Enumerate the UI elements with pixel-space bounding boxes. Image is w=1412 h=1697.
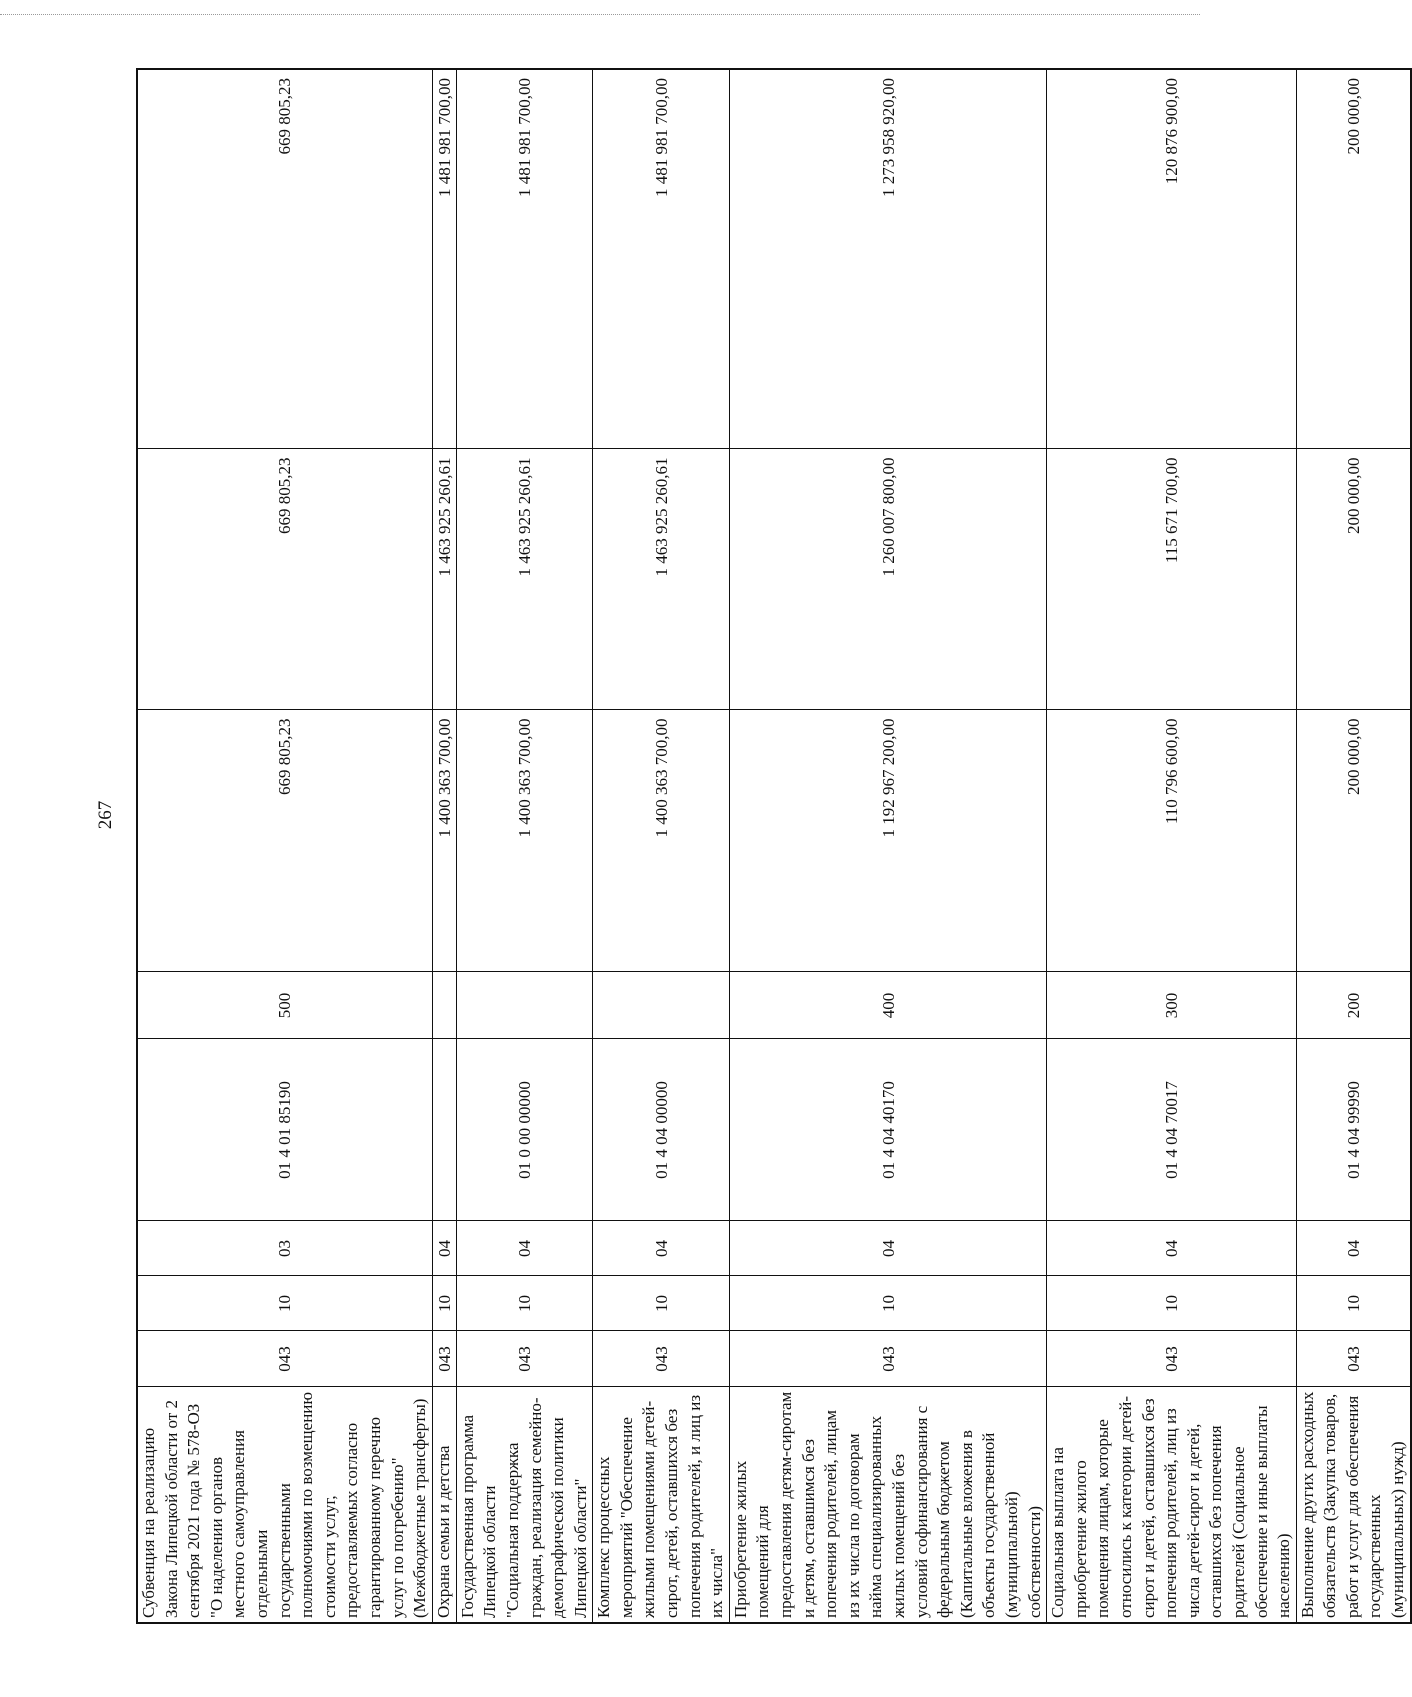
expense-type-code: 500 — [137, 972, 432, 1039]
target-code: 01 0 00 00000 — [456, 1039, 593, 1221]
row-name: Приобретение жилых помещений для предоставления детям-сиротам и детям, оставшимся без попечения родителей, лицам из их числа по договорам найма специализированных жилых помещений без условий софинансирования с федеральным бюджетом (Капитальные вложения в объекты государственной (муниципальной) собственности) — [729, 1387, 1046, 1623]
table-row — [593, 69, 730, 1623]
table-row — [729, 69, 1046, 1623]
amount-year-3: 669 805,23 — [137, 69, 432, 449]
ministry-code: 043 — [1296, 1331, 1410, 1387]
expense-type-code: 200 — [1296, 972, 1410, 1039]
amount-year-2: 1 463 925 260,61 — [432, 449, 456, 710]
amount-year-1: 200 000,00 — [1296, 710, 1410, 972]
section-code: 10 — [729, 1276, 1046, 1331]
ministry-code: 043 — [593, 1331, 730, 1387]
row-name: Государственная программа Липецкой области "Социальная поддержка граждан, реализация семейно-демографической политики Липецкой области" — [456, 1387, 593, 1623]
expense-type-code: 400 — [729, 972, 1046, 1039]
amount-year-1: 1 400 363 700,00 — [432, 710, 456, 972]
subsection-code: 04 — [1047, 1221, 1297, 1276]
amount-year-3: 1 481 981 700,00 — [593, 69, 730, 449]
section-code: 10 — [137, 1276, 432, 1331]
amount-year-2: 200 000,00 — [1296, 449, 1410, 710]
ministry-code: 043 — [1047, 1331, 1297, 1387]
amount-year-2: 669 805,23 — [137, 449, 432, 710]
row-name: Охрана семьи и детства — [432, 1387, 456, 1623]
ministry-code: 043 — [137, 1331, 432, 1387]
amount-year-1: 1 400 363 700,00 — [456, 710, 593, 972]
table-row — [456, 69, 593, 1623]
row-name: Субвенция на реализацию Закона Липецкой области от 2 сентября 2021 года № 578-ОЗ "О наделении органов местного самоуправления отдельными государственными полномочиями по возмещению стоимости услуг, предоставляемых согласно гарантированному перечню услуг по погребению" (Межбюджетные трансферты) — [137, 1387, 432, 1623]
table-row — [1296, 69, 1410, 1623]
expense-type-code: 300 — [1047, 972, 1297, 1039]
section-code: 10 — [593, 1276, 730, 1331]
subsection-code: 04 — [593, 1221, 730, 1276]
rotated-table-container — [136, 70, 1408, 1624]
amount-year-2: 1 463 925 260,61 — [456, 449, 593, 710]
target-code: 01 4 04 99990 — [1296, 1039, 1410, 1221]
amount-year-3: 1 481 981 700,00 — [456, 69, 593, 449]
amount-year-2: 1 260 007 800,00 — [729, 449, 1046, 710]
amount-year-3: 120 876 900,00 — [1047, 69, 1297, 449]
expense-type-code — [593, 972, 730, 1039]
section-code: 10 — [1047, 1276, 1297, 1331]
page-number: 267 — [95, 800, 116, 830]
amount-year-1: 110 796 600,00 — [1047, 710, 1297, 972]
target-code — [432, 1039, 456, 1221]
ministry-code: 043 — [432, 1331, 456, 1387]
row-name: Социальная выплата на приобретение жилого помещения лицам, которые относились к категории детей-сирот и детей, оставшихся без попечения родителей, лиц из числа детей-сирот и детей, оставшихся без попечения родителей (Социальное обеспечение и иные выплаты населению) — [1047, 1387, 1297, 1623]
section-code: 10 — [432, 1276, 456, 1331]
subsection-code: 04 — [729, 1221, 1046, 1276]
target-code: 01 4 04 70017 — [1047, 1039, 1297, 1221]
amount-year-2: 1 463 925 260,61 — [593, 449, 730, 710]
row-name: Комплекс процессных мероприятий "Обеспечение жилыми помещениями детей-сирот, детей, оставшихся без попечения родителей, и лиц из их числа" — [593, 1387, 730, 1623]
amount-year-1: 1 192 967 200,00 — [729, 710, 1046, 972]
amount-year-3: 1 481 981 700,00 — [432, 69, 456, 449]
scan-edge — [0, 14, 1200, 15]
target-code: 01 4 01 85190 — [137, 1039, 432, 1221]
table-row — [432, 69, 456, 1623]
amount-year-3: 1 273 958 920,00 — [729, 69, 1046, 449]
amount-year-1: 1 400 363 700,00 — [593, 710, 730, 972]
budget-table — [136, 68, 1412, 1624]
table-row — [1047, 69, 1297, 1623]
amount-year-1: 669 805,23 — [137, 710, 432, 972]
row-name: Выполнение других расходных обязательств (Закупка товаров, работ и услуг для обеспечения государственных (муниципальных) нужд) — [1296, 1387, 1410, 1623]
target-code: 01 4 04 00000 — [593, 1039, 730, 1221]
target-code: 01 4 04 40170 — [729, 1039, 1046, 1221]
expense-type-code — [456, 972, 593, 1039]
amount-year-3: 200 000,00 — [1296, 69, 1410, 449]
amount-year-2: 115 671 700,00 — [1047, 449, 1297, 710]
expense-type-code — [432, 972, 456, 1039]
table-row — [137, 69, 432, 1623]
subsection-code: 04 — [1296, 1221, 1410, 1276]
subsection-code: 04 — [456, 1221, 593, 1276]
subsection-code: 04 — [432, 1221, 456, 1276]
section-code: 10 — [1296, 1276, 1410, 1331]
subsection-code: 03 — [137, 1221, 432, 1276]
ministry-code: 043 — [729, 1331, 1046, 1387]
section-code: 10 — [456, 1276, 593, 1331]
ministry-code: 043 — [456, 1331, 593, 1387]
